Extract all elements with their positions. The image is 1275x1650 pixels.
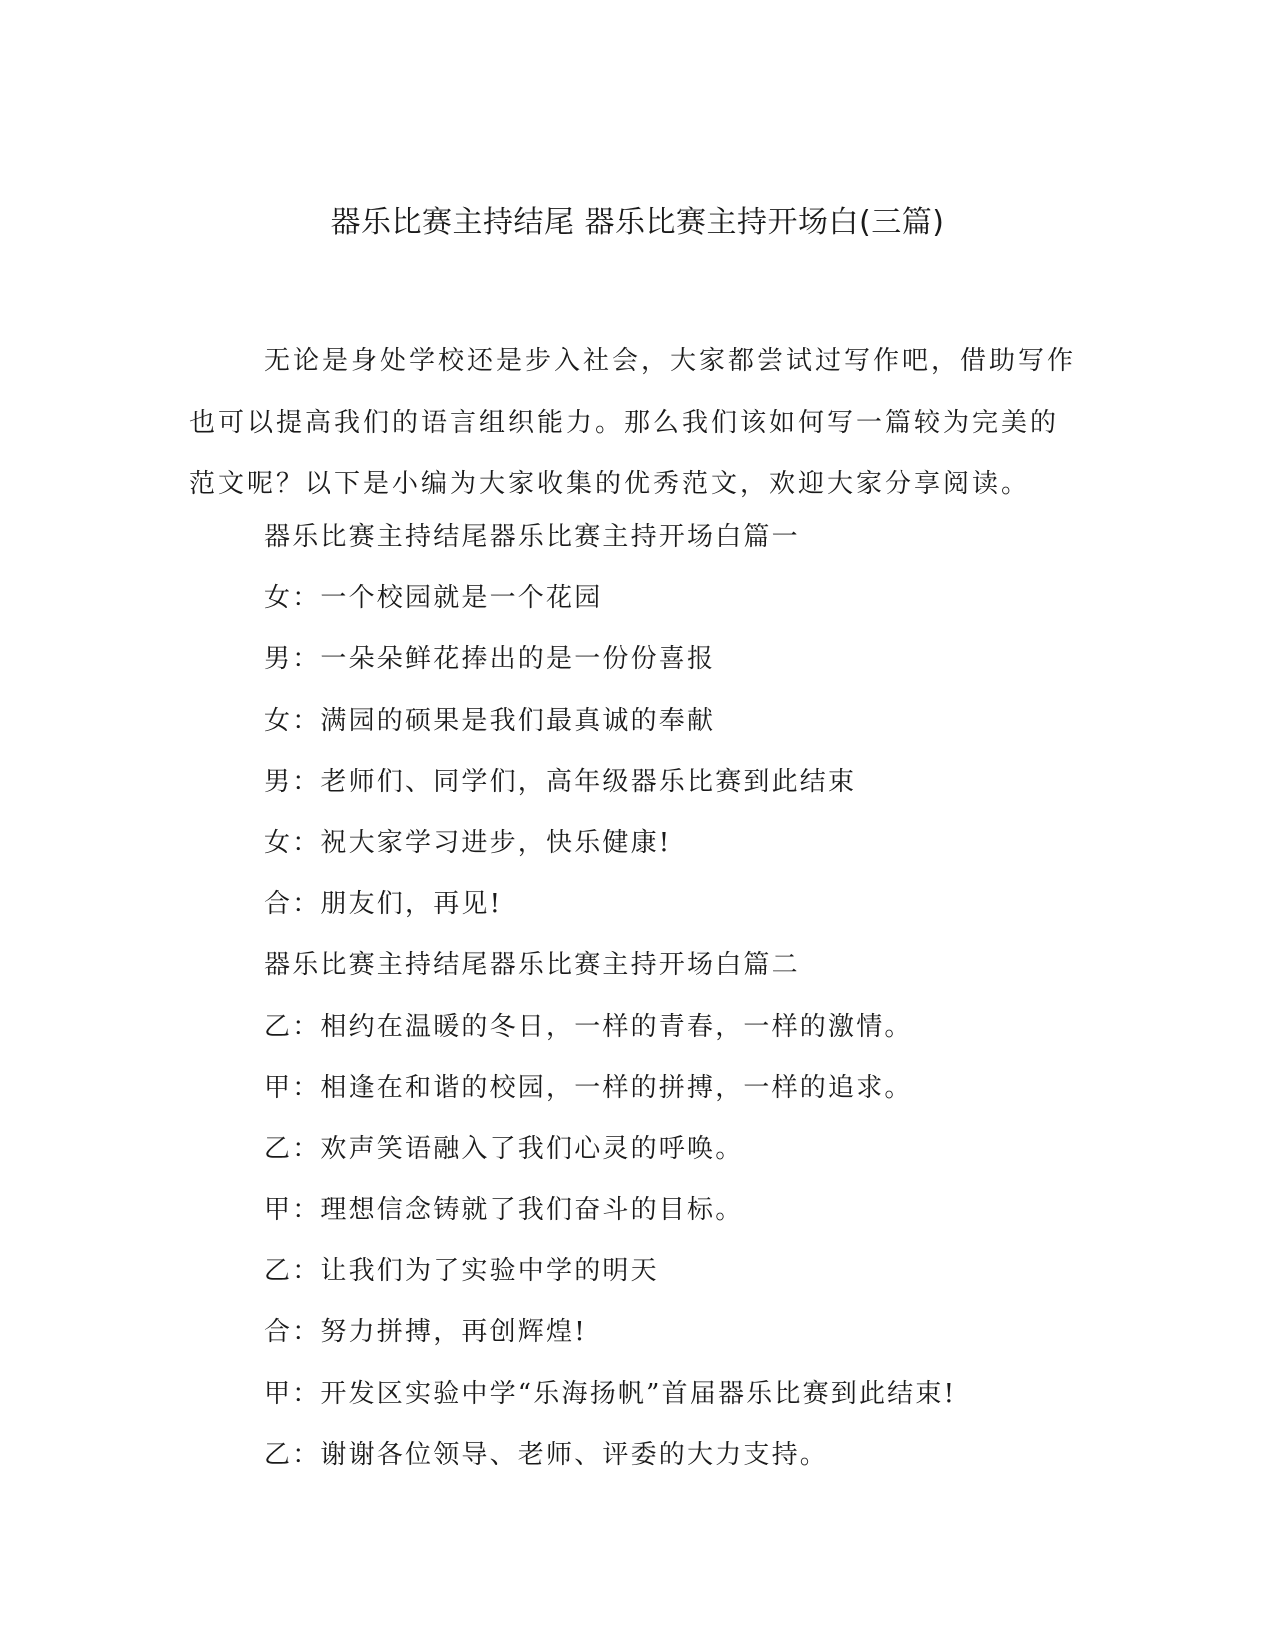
- dialogue-line: 男：老师们、同学们，高年级器乐比赛到此结束: [264, 766, 857, 797]
- dialogue-line: 乙：相约在温暖的冬日，一样的青春，一样的激情。: [264, 1011, 913, 1042]
- dialogue-line: 甲：理想信念铸就了我们奋斗的目标。: [264, 1195, 744, 1226]
- dialogue-line: 女：一个校园就是一个花园: [264, 583, 603, 614]
- intro-line: 也可以提高我们的语言组织能力。那么我们该如何写一篇较为完美的: [189, 407, 1060, 438]
- dialogue-line: 乙：谢谢各位领导、老师、评委的大力支持。: [264, 1439, 829, 1470]
- dialogue-line: 女：祝大家学习进步，快乐健康!: [264, 827, 672, 858]
- section-heading: 器乐比赛主持结尾器乐比赛主持开场白篇二: [264, 950, 800, 981]
- dialogue-line: 合：努力拼搏，再创辉煌!: [264, 1317, 587, 1348]
- dialogue-line: 甲：相逢在和谐的校园，一样的拼搏，一样的追求。: [264, 1072, 913, 1103]
- body-lines: [264, 517, 1124, 1496]
- dialogue-line: 合：朋友们，再见!: [264, 889, 503, 920]
- dialogue-line: 甲：开发区实验中学“乐海扬帆”首届器乐比赛到此结束!: [264, 1378, 957, 1409]
- intro-line: 范文呢？以下是小编为大家收集的优秀范文，欢迎大家分享阅读。: [189, 469, 1031, 499]
- intro-line: 无论是身处学校还是步入社会，大家都尝试过写作吧，借助写作: [264, 346, 1077, 376]
- document-title: 器乐比赛主持结尾 器乐比赛主持开场白(三篇): [330, 205, 945, 240]
- dialogue-line: 男：一朵朵鲜花捧出的是一份份喜报: [264, 644, 716, 675]
- dialogue-line: 乙：欢声笑语融入了我们心灵的呼唤。: [264, 1133, 744, 1164]
- intro-paragraph: [189, 331, 1077, 516]
- section-heading: 器乐比赛主持结尾器乐比赛主持开场白篇一: [264, 522, 800, 552]
- dialogue-line: 女：满园的硕果是我们最真诚的奉献: [264, 705, 716, 736]
- dialogue-line: 乙：让我们为了实验中学的明天: [264, 1256, 659, 1287]
